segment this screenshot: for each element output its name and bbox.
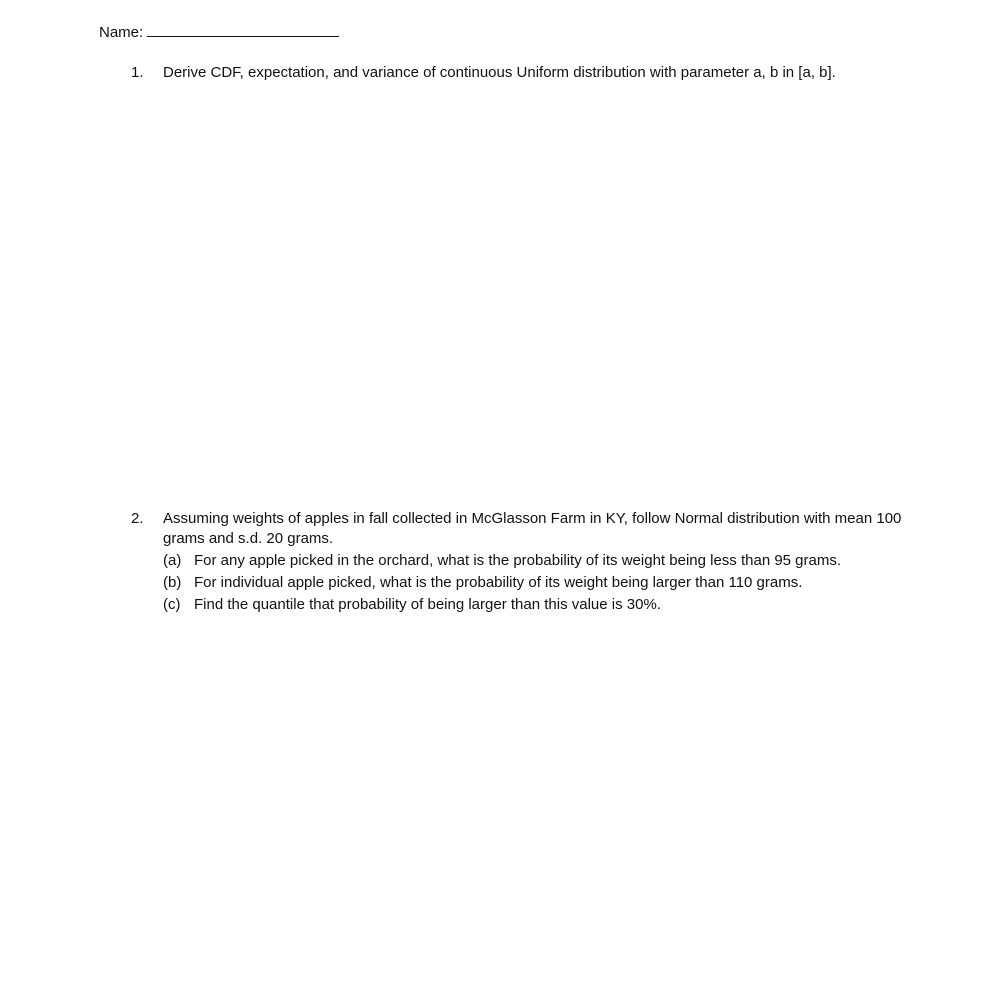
subquestion-text: For individual apple picked, what is the probability of its weight being larger than 110 grams. [194, 574, 803, 591]
name-blank-line[interactable] [147, 21, 339, 37]
question-number: 2. [131, 510, 144, 527]
subquestion-label: (c) [163, 596, 181, 613]
subquestion-b [163, 573, 931, 593]
name-field [99, 21, 339, 43]
name-label: Name: [99, 24, 144, 41]
question-1 [131, 63, 931, 83]
subquestion-text: Find the quantile that probability of being larger than this value is 30%. [194, 596, 661, 613]
question-2 [131, 509, 931, 617]
subquestion-label: (b) [163, 574, 182, 591]
question-text: Derive CDF, expectation, and variance of continuous Uniform distribution with parameter a, b in [a, b]. [163, 64, 836, 81]
subquestion-c [163, 595, 931, 615]
question-text: Assuming weights of apples in fall collected in McGlasson Farm in KY, follow Normal distribution with mean 100 grams and s.d. 20 grams. [163, 510, 902, 547]
subquestion-list [163, 551, 931, 615]
question-number: 1. [131, 64, 144, 81]
subquestion-a [163, 551, 931, 571]
subquestion-label: (a) [163, 552, 182, 569]
subquestion-text: For any apple picked in the orchard, what is the probability of its weight being less than 95 grams. [194, 552, 842, 569]
